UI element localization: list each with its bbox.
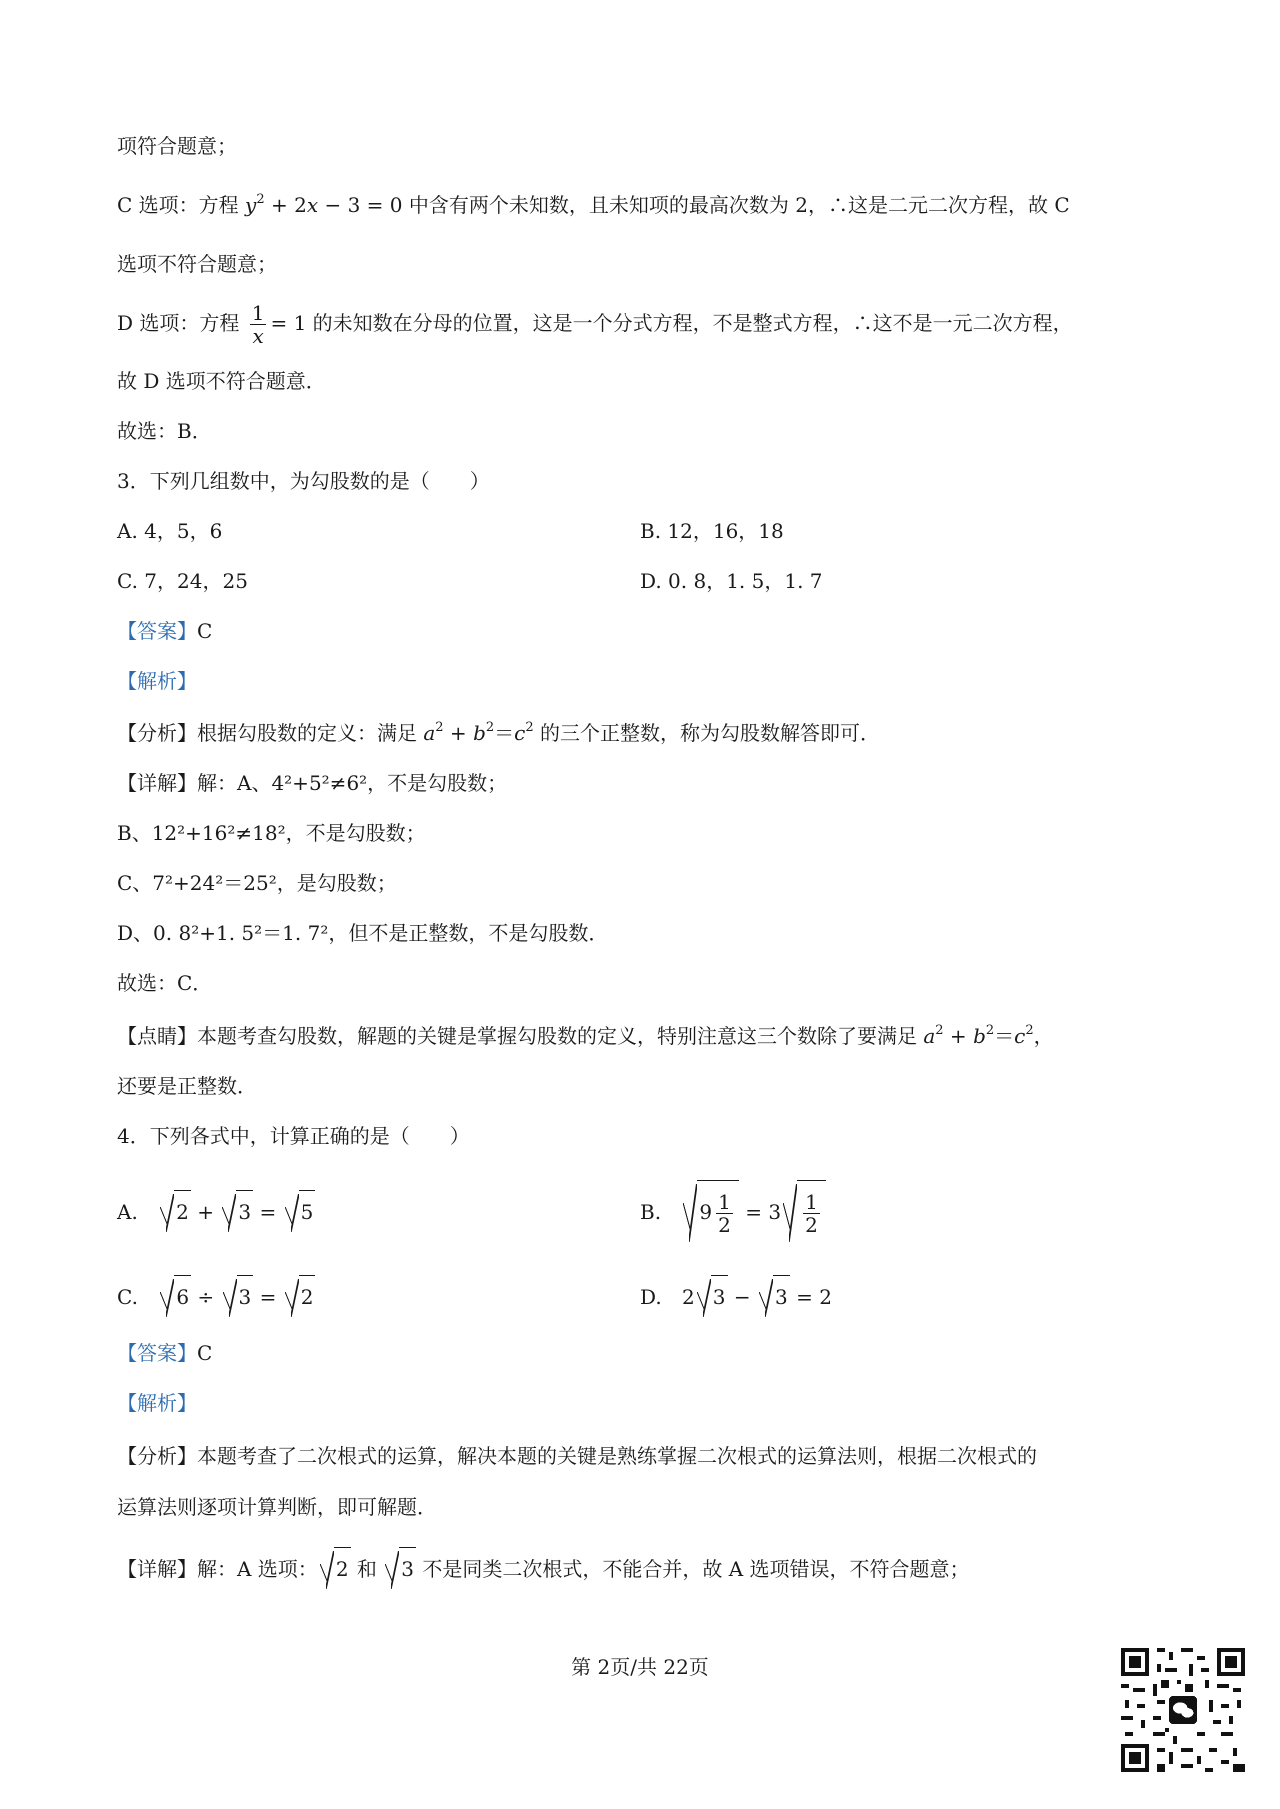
- equation: 9 $\frac{1}{2}$ = 3 $\frac{1}{2}$: [681, 1200, 825, 1224]
- analysis-tag: 【解析】: [117, 669, 197, 693]
- number: 2: [795, 193, 808, 217]
- q3-option-d: D. 0. 8，1. 5，1. 7: [640, 569, 823, 593]
- equation: $y^2 + 2x - 3 = 0$: [245, 192, 403, 217]
- text-segment: 【分析】根据勾股数的定义：满足: [117, 721, 424, 745]
- text-line: C、7²+24²＝25²，是勾股数；: [117, 871, 397, 895]
- equation: 3: [383, 1557, 416, 1581]
- text-segment: ，∴这是二元二次方程，故 C: [807, 193, 1070, 217]
- text-segment: D 选项：方程: [117, 311, 246, 335]
- text-segment: 不是同类二次根式，不能合并，故 A 选项错误，不符合题意；: [416, 1557, 970, 1581]
- option-label: C.: [117, 1285, 138, 1309]
- detail-line: [117, 1547, 1163, 1589]
- equation: 2: [318, 1557, 351, 1581]
- analysis-line: [117, 718, 1163, 748]
- text-line: 故选：B．: [117, 419, 212, 443]
- text-segment: ，: [1033, 1024, 1054, 1048]
- text-line: 还要是正整数．: [117, 1074, 257, 1098]
- text-segment: 中含有两个未知数，且未知项的最高次数为: [402, 193, 796, 217]
- option-label: D.: [640, 1285, 662, 1309]
- equation: 2 3 − 3 = 2: [682, 1285, 832, 1309]
- text-line: 故选：C．: [117, 971, 213, 995]
- text-segment: 【点睛】本题考查勾股数，解题的关键是掌握勾股数的定义，特别注意这三个数除了要满足: [117, 1024, 924, 1048]
- text-line: D、0. 8²+1. 5²＝1. 7²，但不是正整数，不是勾股数．: [117, 921, 609, 945]
- text-segment: C 选项：方程: [117, 193, 246, 217]
- equation: = 1: [270, 311, 307, 335]
- text-line: 选项不符合题意；: [117, 252, 277, 276]
- text-segment: 的三个正整数，称为勾股数解答即可．: [533, 721, 880, 745]
- answer-tag: 【答案】: [117, 1341, 197, 1365]
- text-segment: 和: [350, 1557, 384, 1581]
- text-segment: 【详解】解：A 选项：: [117, 1557, 318, 1581]
- answer-tag: 【答案】: [117, 619, 197, 643]
- question-3: 3．下列几组数中，为勾股数的是（ ）: [117, 469, 490, 493]
- equation: $a^2 + b^2=c^2$: [923, 1023, 1034, 1048]
- question-4: 4．下列各式中，计算正确的是（ ）: [117, 1124, 470, 1148]
- answer-value: C: [197, 619, 213, 643]
- analysis-tag: 【解析】: [117, 1391, 197, 1415]
- answer-row: [117, 616, 1163, 646]
- qr-code-icon: [1117, 1644, 1249, 1776]
- fraction: $\frac{1}{x}$: [251, 301, 265, 348]
- page-footer: 第 2页/共 22页: [571, 1655, 709, 1679]
- answer-row: [117, 1338, 1163, 1368]
- text-line: 项符合题意；: [117, 134, 237, 158]
- option-c-explanation: [117, 190, 1163, 220]
- option-label: A.: [117, 1200, 138, 1224]
- q3-option-a: A. 4，5，6: [117, 519, 223, 543]
- equation: 6 ÷ 3 = 2: [158, 1285, 315, 1309]
- q4-option-b: [640, 1180, 826, 1242]
- answer-value: C: [197, 1341, 213, 1365]
- text-segment: 的未知数在分母的位置，这是一个分式方程，不是整式方程，∴这不是一元二次方程，: [306, 311, 1073, 335]
- option-label: B.: [640, 1200, 662, 1224]
- q3-option-c: C. 7，24，25: [117, 569, 248, 593]
- q4-option-d: [640, 1275, 832, 1317]
- text-line: 故 D 选项不符合题意．: [117, 369, 326, 393]
- text-line: 【分析】本题考查了二次根式的运算，解决本题的关键是熟练掌握二次根式的运算法则，根据二次根式的: [117, 1444, 1037, 1468]
- text-line: 运算法则逐项计算判断，即可解题．: [117, 1495, 437, 1519]
- text-line: B、12²+16²≠18²，不是勾股数；: [117, 821, 426, 845]
- text-line: 【详解】解：A、4²+5²≠6²，不是勾股数；: [117, 771, 508, 795]
- q3-option-b: B. 12，16，18: [640, 519, 784, 543]
- equation: 2 + 3 = 5: [158, 1200, 315, 1224]
- option-d-explanation: [117, 300, 1163, 347]
- remark-line: [117, 1021, 1163, 1051]
- equation: $a^2 + b^2=c^2$: [423, 720, 534, 745]
